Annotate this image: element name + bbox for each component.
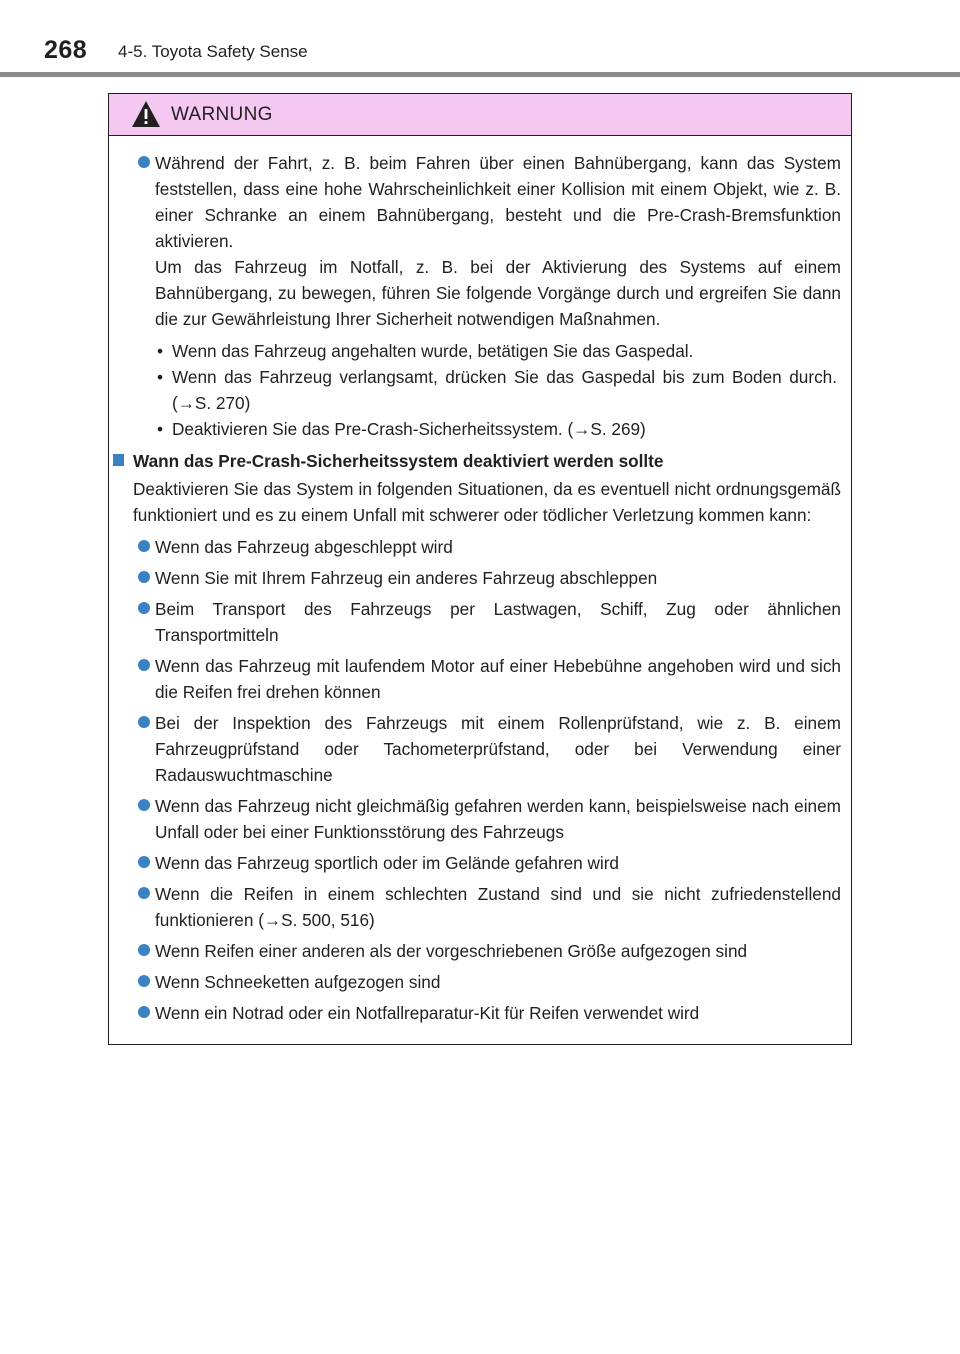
list-item [109,150,851,332]
list-item-text: Wenn das Fahrzeug mit laufendem Motor auf einer Hebebühne angehoben wird und sich die Reifen frei drehen können [155,656,841,702]
sub-item-text: Wenn das Fahrzeug angehalten wurde, betätigen Sie das Gaspedal. [172,341,694,361]
warning-header [109,94,851,136]
sub-bullet-icon: • [157,419,164,439]
list-item [109,565,851,591]
section-intro: Deaktivieren Sie das System in folgenden Situationen, da es eventuell nicht ordnungsgemäß funktioniert und es zu einem Unfall mit schwerer oder tödlicher Verletzung kommen kann: [133,479,841,525]
section-title: 4-5. Toyota Safety Sense [118,42,308,61]
bullet-icon [138,540,150,552]
bullet-icon [138,887,150,899]
bullet-icon [138,856,150,868]
list-item-text: Beim Transport des Fahrzeugs per Lastwagen, Schiff, Zug oder ähnlichen Transportmitteln [155,599,841,645]
header-rule [0,72,960,77]
list-item [109,653,851,705]
list-item [109,850,851,876]
list-item [109,534,851,560]
section-heading-text: Wann das Pre-Crash-Sicherheitssystem deaktiviert werden sollte [133,451,664,471]
sub-bullet-icon: • [157,367,164,387]
list-item-text: Wenn Reifen einer anderen als der vorgeschriebenen Größe aufgezogen sind [155,941,748,961]
list-item-text: Wenn das Fahrzeug sportlich oder im Gelände gefahren wird [155,853,619,873]
bullet-icon [138,944,150,956]
page-header [0,0,960,80]
list-item [109,1000,851,1026]
bullet-followup: Um das Fahrzeug im Notfall, z. B. bei der Aktivierung des Systems auf einem Bahnübergang, zu bewegen, führen Sie folgende Vorgänge durch und ergreifen Sie dann die zur Gewährleistung Ihrer Sicherheit notwendigen Maßnahmen. [155,257,841,329]
bullet-icon [138,799,150,811]
situation-list [109,534,851,1026]
bullet-icon [138,571,150,583]
heading-square-icon [113,454,124,466]
warning-box [108,93,852,1045]
list-item-text: Wenn ein Notrad oder ein Notfallreparatur-Kit für Reifen verwendet wird [155,1003,700,1023]
list-item-text: Bei der Inspektion des Fahrzeugs mit einem Rollenprüfstand, wie z. B. einem Fahrzeugprüfstand oder Tachometerprüfstand, oder bei Verwendung einer Radauswuchtmaschine [155,713,841,785]
list-item [109,596,851,648]
bullet-icon [138,659,150,671]
list-item [109,938,851,964]
sub-list-item [155,338,837,364]
list-item-text: Wenn die Reifen in einem schlechten Zustand sind und sie nicht zufriedenstellend funktionieren (→S. 500, 516) [155,884,841,930]
page-number: 268 [44,36,88,64]
bullet-icon [138,156,150,168]
list-item [109,710,851,788]
list-item [109,881,851,933]
sub-list [109,338,851,442]
sub-list-item [155,364,837,416]
warning-body [109,150,851,1031]
list-item [109,969,851,995]
list-item [109,793,851,845]
bullet-icon [138,1006,150,1018]
bullet-icon [138,716,150,728]
list-item-text: Wenn das Fahrzeug abgeschleppt wird [155,537,453,557]
bullet-icon [138,602,150,614]
bullet-icon [138,975,150,987]
sub-item-text: Deaktivieren Sie das Pre-Crash-Sicherheitssystem. (→S. 269) [172,419,646,439]
list-item-text: Wenn Sie mit Ihrem Fahrzeug ein anderes Fahrzeug abschleppen [155,568,658,588]
warning-label: WARNUNG [171,104,273,125]
sub-list-item [155,416,837,442]
sub-bullet-icon: • [157,341,164,361]
list-item-text: Wenn Schneeketten aufgezogen sind [155,972,441,992]
warning-triangle-icon [131,100,161,128]
bullet-text: Während der Fahrt, z. B. beim Fahren über einen Bahnübergang, kann das System feststellen, dass eine hohe Wahrscheinlichkeit einer Kollision mit einem Objekt, wie z. B. einer Schranke an einem Bahnübergang, besteht und die Pre-Crash-Bremsfunktion aktivieren. [155,153,841,251]
sub-item-text: Wenn das Fahrzeug verlangsamt, drücken Sie das Gaspedal bis zum Boden durch. (→S. 270) [172,367,837,413]
list-item-text: Wenn das Fahrzeug nicht gleichmäßig gefahren werden kann, beispielsweise nach einem Unfall oder bei einer Funktionsstörung des Fahrzeugs [155,796,841,842]
section-heading [109,448,851,474]
